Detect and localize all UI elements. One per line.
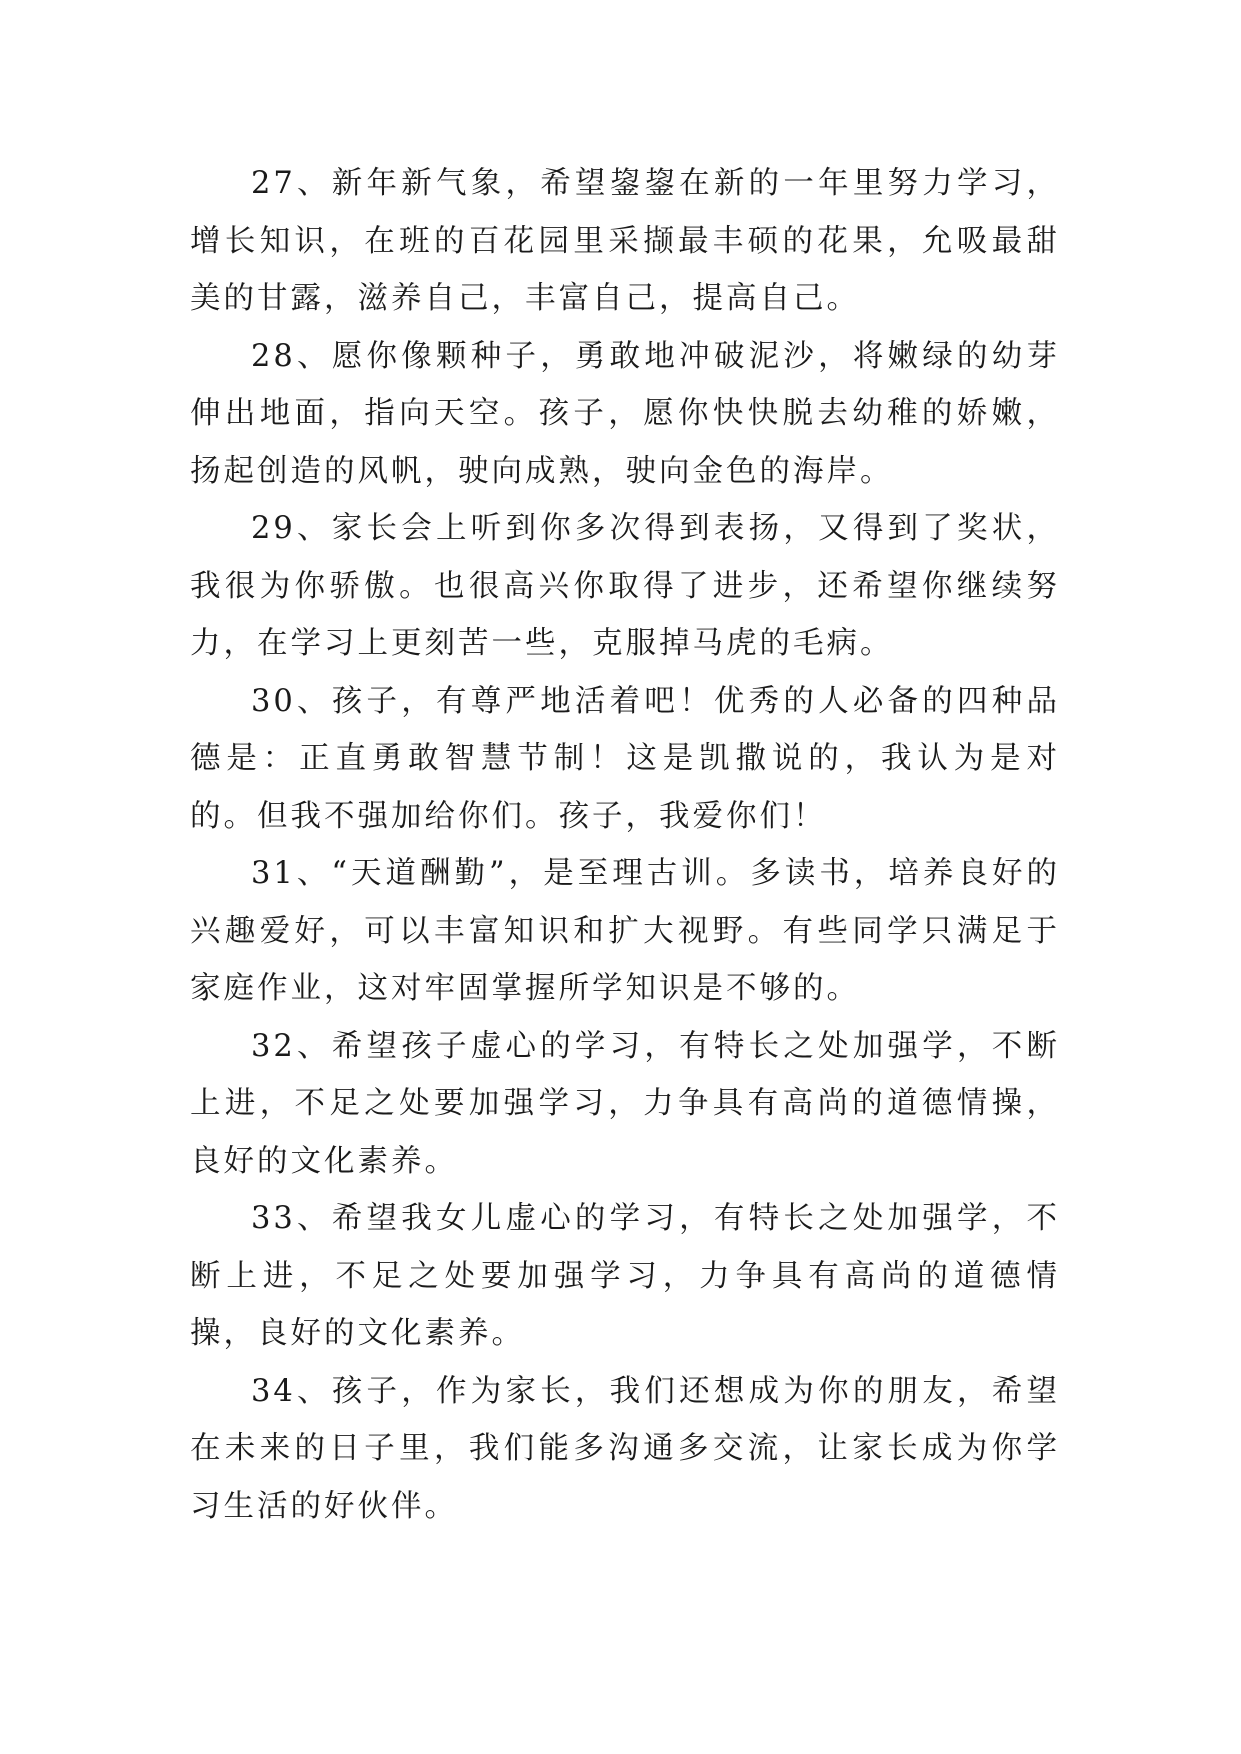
paragraph-29: 29、家长会上听到你多次得到表扬，又得到了奖状，我很为你骄傲。也很高兴你取得了进步，还希望你继续努力，在学习上更刻苦一些，克服掉马虎的毛病。 [190, 511, 1060, 661]
paragraph-34: 34、孩子，作为家长，我们还想成为你的朋友，希望在未来的日子里，我们能多沟通多交流，让家长成为你学习生活的好伙伴。 [190, 1373, 1060, 1524]
paragraph-31: 31、“天道酬勤”，是至理古训。多读书，培养良好的兴趣爱好，可以丰富知识和扩大视野。有些同学只满足于家庭作业，这对牢固掌握所学知识是不够的。 [190, 856, 1060, 1006]
paragraph-30: 30、孩子，有尊严地活着吧！优秀的人必备的四种品德是：正直勇敢智慧节制！这是凯撒说的，我认为是对的。但我不强加给你们。孩子，我爱你们！ [190, 683, 1060, 834]
document-page [190, 155, 1060, 1535]
paragraph-33: 33、希望我女儿虚心的学习，有特长之处加强学，不断上进，不足之处要加强学习，力争具有高尚的道德情操，良好的文化素养。 [190, 1201, 1060, 1351]
paragraph-32: 32、希望孩子虚心的学习，有特长之处加强学，不断上进，不足之处要加强学习，力争具有高尚的道德情操，良好的文化素养。 [190, 1028, 1060, 1179]
paragraph-28: 28、愿你像颗种子，勇敢地冲破泥沙，将嫩绿的幼芽伸出地面，指向天空。孩子，愿你快快脱去幼稚的娇嫩，扬起创造的风帆，驶向成熟，驶向金色的海岸。 [190, 338, 1060, 489]
paragraph-27: 27、新年新气象，希望鋆鋆在新的一年里努力学习，增长知识，在班的百花园里采撷最丰硕的花果，允吸最甜美的甘露，滋养自己，丰富自己，提高自己。 [190, 166, 1060, 316]
